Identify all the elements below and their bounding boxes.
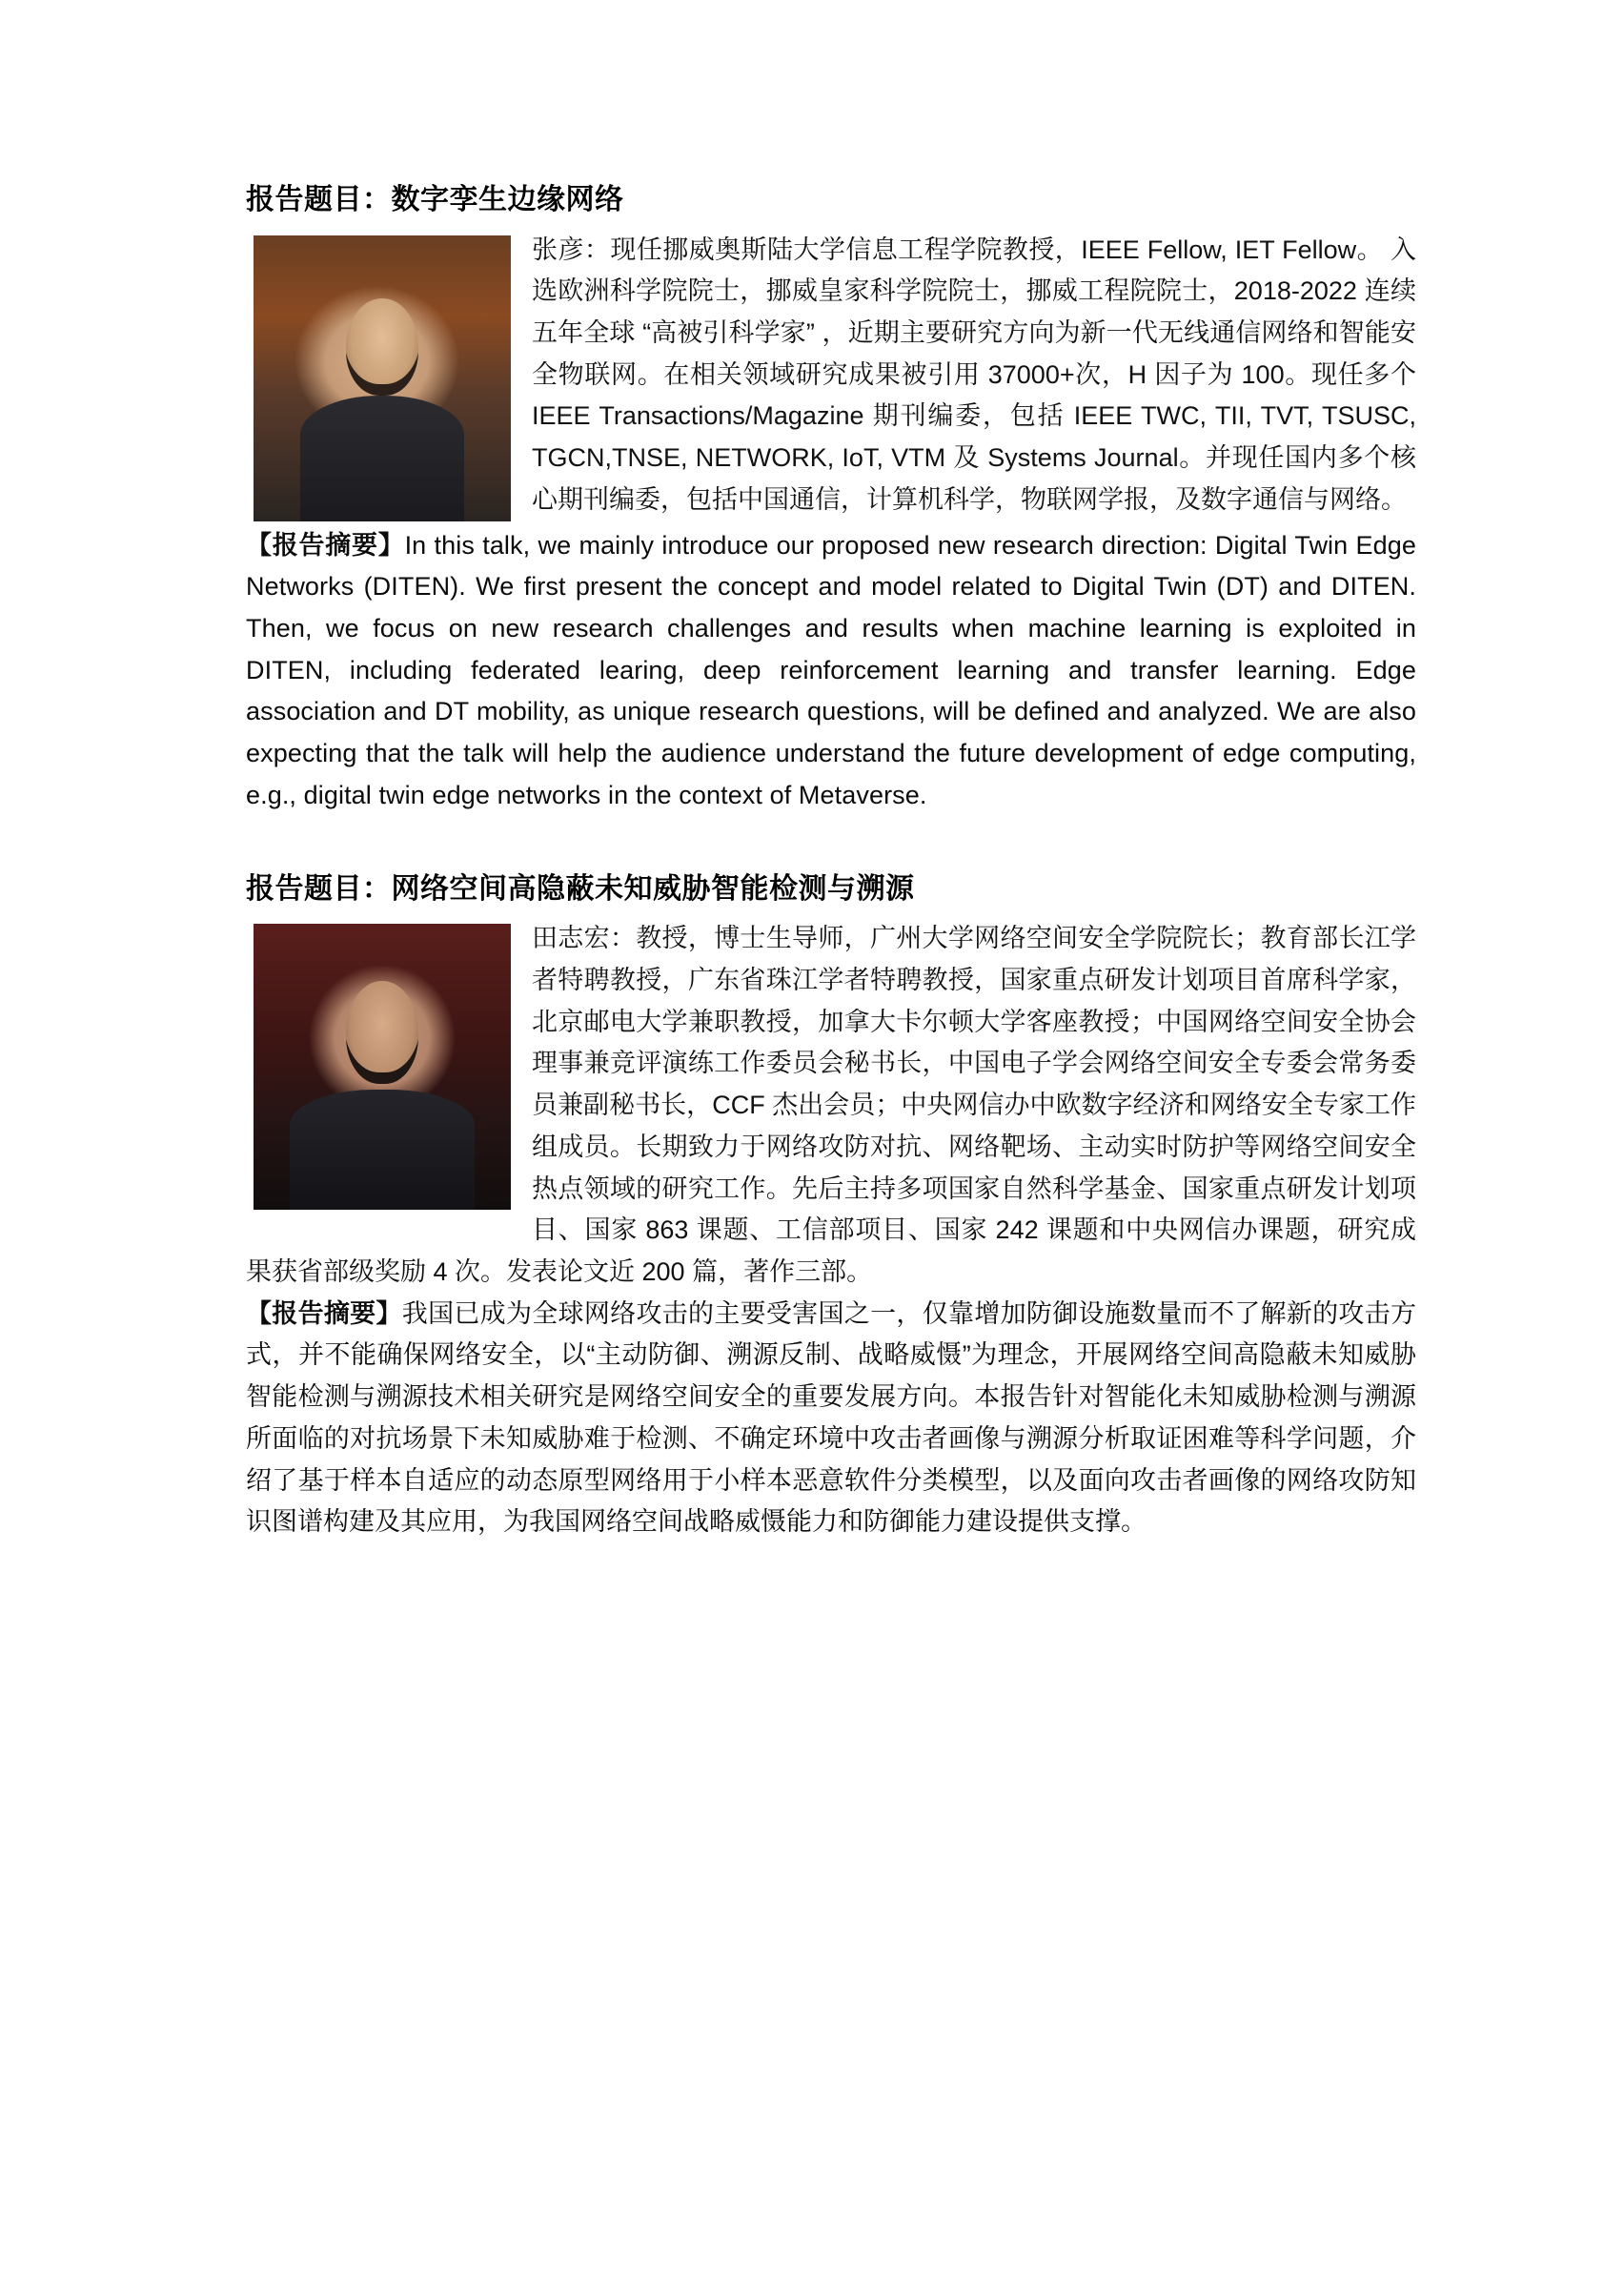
abstract-text-2: 我国已成为全球网络攻击的主要受害国之一，仅靠增加防御设施数量而不了解新的攻击方式，并不能确保网络安全，以“主动防御、溯源反制、战略威慑”为理念，开展网络空间高隐蔽未知威胁智能检测与溯源技术相关研究是网络空间安全的重要发展方向。本报告针对智能化未知威胁检测与溯源所面临的对抗场景下未知威胁难于检测、不确定环境中攻击者画像与溯源分析取证困难等科学问题，介绍了基于样本自适应的动态原型网络用于小样本恶意软件分类模型，以及面向攻击者画像的网络攻防知识图谱构建及其应用，为我国网络空间战略威慑能力和防御能力建设提供支撑。 bbox=[246, 1298, 1417, 1537]
talk-title-1: 报告题目：数字孪生边缘网络 bbox=[246, 184, 624, 215]
speaker-bio-2: 田志宏：教授，博士生导师，广州大学网络空间安全学院院长；教育部长江学者特聘教授，广东省珠江学者特聘教授，国家重点研发计划项目首席科学家，北京邮电大学兼职教授，加拿大卡尔顿大学客座教授；中国网络空间安全协会理事兼竞评演练工作委员会秘书长，中国电子学会网络空间安全专委会常务委员兼副秘书长，CCF 杰出会员；中央网信办中欧数字经济和网络安全专家工作组成员。长期致力于网络攻防对抗、网络靶场、主动实时防护等网络空间安全热点领域的研究工作。先后主持多项国家自然科学基金、国家重点研发计划项目、国家 863 课题、工信部项目、国家 242 课题和中央网信办课题，研究成果获省部级奖励 4 次。发表论文近 200 篇，著作三部。 bbox=[246, 924, 1416, 1287]
talk-title-2: 报告题目：网络空间高隐蔽未知威胁智能检测与溯源 bbox=[246, 872, 915, 905]
abstract-paragraph-2 bbox=[246, 1294, 1416, 1543]
abstract-text-1: In this talk, we mainly introduce our proposed new research direction: Digital Twin Edge Networks (DITEN). We first present the concept and model related to Digital Twin (DT) and DITEN. Then, we focus on new research challenges and results when machine learning is exploited in DITEN, including federated learing, deep reinforcement learning and transfer learning. Edge association and DT mobility, as unique research questions, will be defined and analyzed. We are also expecting that the talk will help the audience understand the future development of edge computing, e.g., digital twin edge networks in the context of Metaverse. bbox=[246, 530, 1416, 809]
speaker-portrait-1 bbox=[254, 235, 511, 521]
abstract-label-2: 【报告摘要】 bbox=[246, 1298, 402, 1328]
talk-section-1 bbox=[246, 181, 1416, 817]
speaker-bio-1: 张彦：现任挪威奥斯陆大学信息工程学院教授，IEEE Fellow, IET Fellow。 入选欧洲科学院院士，挪威皇家科学院院士，挪威工程院院士，2018-2022 连续五年全球 “高被引科学家” ，近期主要研究方向为新一代无线通信网络和智能安全物联网。在相关领域研究成果被引用 37000+次，H 因子为 100。现任多个 IEEE Transactions/Magazine 期刊编委，包括 IEEE TWC, TII, TVT, TSUSC, TGCN,TNSE, NETWORK, IoT, VTM 及 Systems Journal。并现任国内多个核心期刊编委，包括中国通信，计算机科学，物联网学报，及数字通信与网络。 bbox=[532, 235, 1416, 514]
abstract-label-1: 【报告摘要】 bbox=[246, 530, 405, 560]
abstract-paragraph-1 bbox=[246, 525, 1416, 817]
speaker-portrait-2 bbox=[254, 924, 511, 1210]
section-spacer bbox=[246, 817, 1416, 870]
speaker-bio-block-1 bbox=[246, 230, 1416, 525]
speaker-bio-block-2 bbox=[246, 918, 1416, 1294]
talk-section-2 bbox=[246, 870, 1416, 1544]
